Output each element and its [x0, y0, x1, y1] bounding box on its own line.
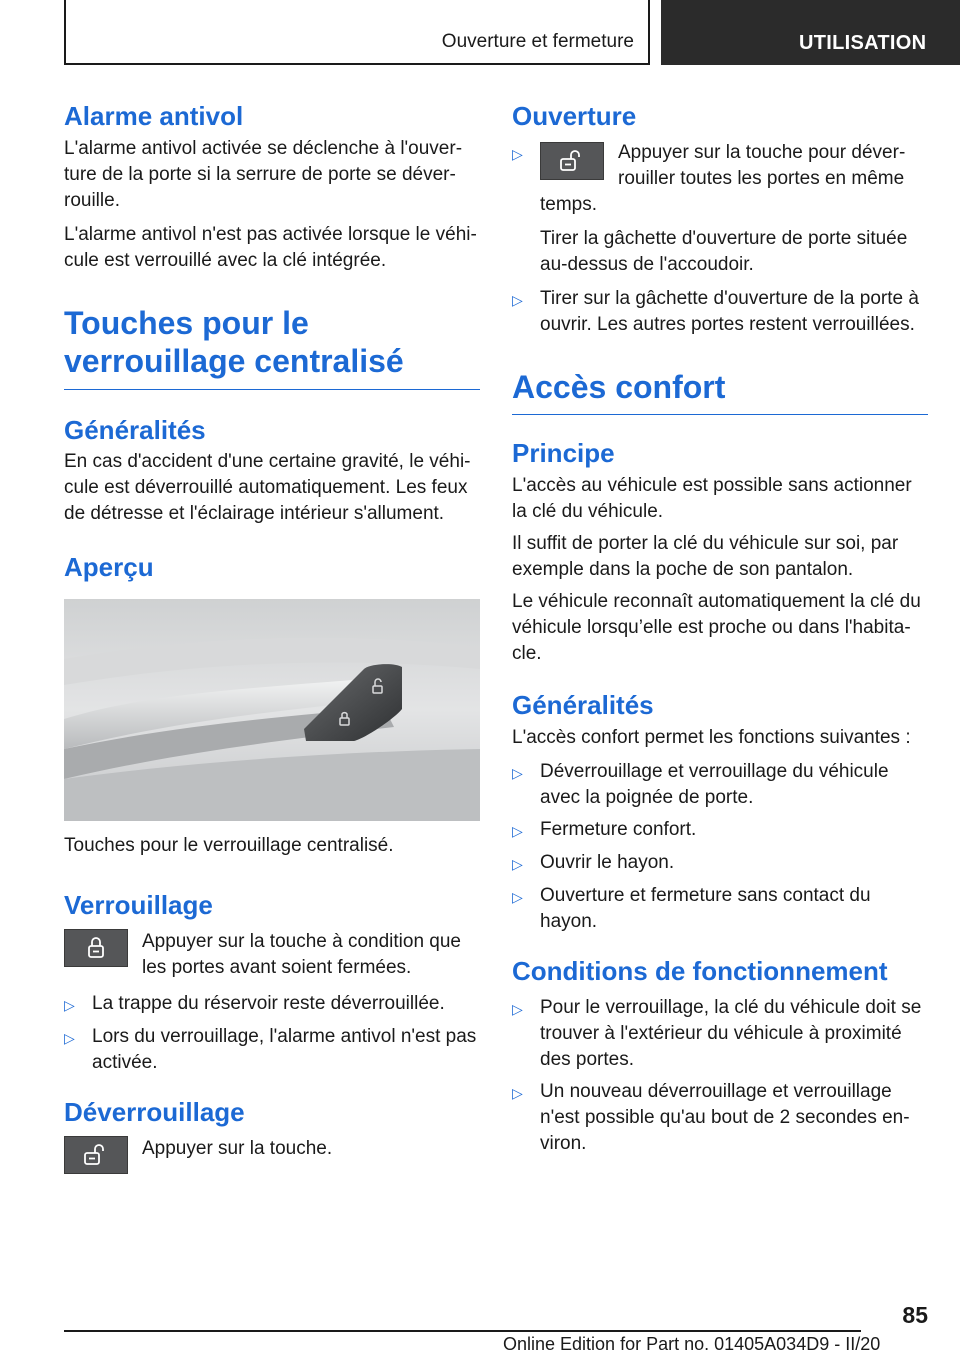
triangle-bullet-icon: ▷ [512, 145, 523, 162]
conditions-title: Conditions de fonctionnement [512, 955, 888, 986]
triangle-bullet-icon: ▷ [64, 1029, 75, 1046]
lock-bullets [64, 991, 480, 1076]
comfort-access-title: Accès confort [512, 368, 928, 415]
left-column [64, 100, 480, 1174]
conditions-bullets [512, 995, 928, 1157]
header-section-title: Ouverture et fermeture [441, 31, 634, 52]
header-chapter-tab[interactable] [661, 0, 960, 65]
header-section-box [64, 0, 650, 65]
list-item: ▷ Ouverture et fermeture sans contact du hayon. [512, 883, 928, 935]
triangle-bullet-icon: ▷ [512, 822, 523, 839]
lock-title: Verrouillage [64, 890, 213, 921]
alarm-paragraph-1: L'alarme antivol activée se déclenche à l'ouver- ture de la porte si la serrure de porte se déver- rouille. [64, 137, 463, 211]
triangle-bullet-icon: ▷ [512, 764, 523, 781]
footer-edition: Online Edition for Part no. 01405A034D9 - II/20 [503, 1334, 881, 1354]
lock-row [64, 929, 480, 981]
list-item: ▷ La trappe du réservoir reste déverrouillée. [64, 991, 480, 1018]
list-item: ▷ Pour le verrouillage, la clé du véhicule doit se trouver à l'extérieur du véhicule à proximité des portes. [512, 995, 928, 1073]
list-item: ▷ Déverrouillage et verrouillage du véhicule avec la poignée de porte. [512, 759, 928, 811]
unlock-row [64, 1136, 480, 1174]
list-item: ▷ Ouvrir le hayon. [512, 850, 928, 877]
footer-rule [64, 1330, 861, 1332]
principle-title: Principe [512, 438, 615, 469]
chapter-title: Touches pour le verrouillage centralisé [64, 304, 480, 390]
header-chapter-label: UTILISATION [799, 32, 927, 54]
principle-paragraph-3: Le véhicule reconnaît automatiquement la clé du véhicule lorsqu’elle est proche ou dans l'habita- cle. [512, 590, 921, 664]
list-item: ▷ Fermeture confort. [512, 817, 928, 844]
list-item [512, 140, 928, 278]
open-title: Ouverture [512, 101, 637, 131]
photo-caption: Touches pour le verrouillage centralisé. [64, 835, 394, 857]
alarm-paragraph-2: L'alarme antivol n'est pas activée lorsque le véhi- cule est verrouillé avec la clé intégrée. [64, 223, 477, 271]
lock-text: Appuyer sur la touche à condition que les portes avant soient fermées. [142, 930, 461, 978]
comfort-general-bullets [512, 759, 928, 935]
open-bullet-1-continued: temps. [540, 193, 598, 215]
open-bullet-1-paragraph: Tirer la gâchette d'ouverture de porte située au-dessus de l'accoudoir. [540, 227, 908, 275]
door-lock-buttons-photo [64, 599, 480, 821]
comfort-general-paragraph: L'accès confort permet les fonctions suivantes : [512, 726, 911, 748]
principle-paragraph-2: Il suffit de porter la clé du véhicule sur soi, par exemple dans la poche de son pantalon. [512, 532, 899, 580]
open-bullet-1-text: Appuyer sur la touche pour déver- rouiller toutes les portes en même [618, 141, 906, 189]
alarm-title: Alarme antivol [64, 101, 244, 131]
principle-paragraph-1: L'accès au véhicule est possible sans actionner la clé du véhicule. [512, 474, 912, 522]
triangle-bullet-icon: ▷ [64, 996, 75, 1013]
triangle-bullet-icon: ▷ [512, 1084, 523, 1101]
open-bullets [512, 140, 928, 338]
unlock-text: Appuyer sur la touche. [142, 1137, 333, 1159]
triangle-bullet-icon: ▷ [512, 1000, 523, 1017]
unlock-icon [557, 148, 587, 174]
unlock-button [540, 142, 604, 180]
general-paragraph: En cas d'accident d'une certaine gravité, le véhi- cule est déverrouillé automatiquement. Les feux de détresse et l'éclairage intérieur s'allument. [64, 451, 471, 525]
lock-button [64, 929, 128, 967]
triangle-bullet-icon: ▷ [512, 855, 523, 872]
list-item: ▷ Lors du verrouillage, l'alarme antivol n'est pas activée. [64, 1024, 480, 1076]
unlock-icon [81, 1142, 111, 1168]
page-number: 85 [902, 1302, 928, 1328]
right-column [512, 100, 928, 1157]
unlock-button [64, 1136, 128, 1174]
overview-title: Aperçu [64, 552, 154, 583]
unlock-title: Déverrouillage [64, 1096, 245, 1127]
triangle-bullet-icon: ▷ [512, 888, 523, 905]
general-title: Généralités [64, 414, 206, 445]
comfort-general-title: Généralités [512, 689, 654, 720]
lock-icon [83, 935, 109, 961]
list-item: ▷ Un nouveau déverrouillage et verrouillage n'est possible qu'au bout de 2 secondes en- viron. [512, 1079, 928, 1157]
list-item: ▷ Tirer sur la gâchette d'ouverture de la porte à ouvrir. Les autres portes restent verrouillées. [512, 286, 928, 338]
triangle-bullet-icon: ▷ [512, 291, 523, 308]
